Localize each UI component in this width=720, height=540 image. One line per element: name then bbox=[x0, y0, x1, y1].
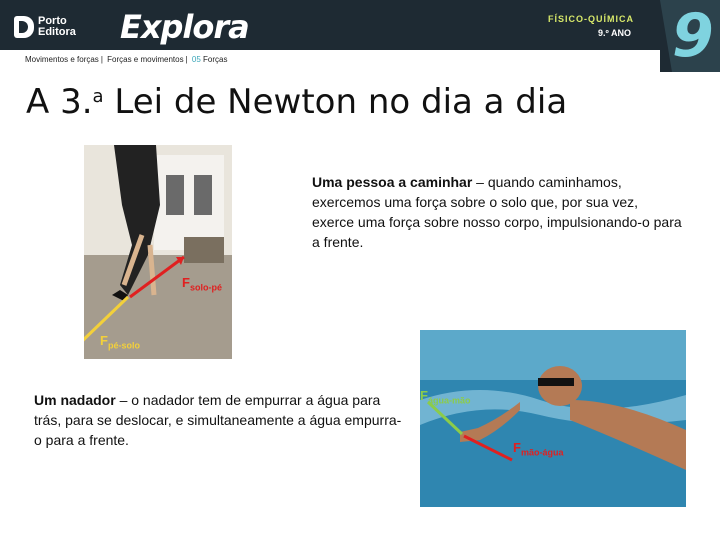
brand-title: Explora bbox=[120, 8, 249, 46]
force-solo-pe-label: $F_{solo-pé}$ bbox=[182, 275, 222, 293]
publisher-name bbox=[38, 16, 76, 38]
walk-lead: Uma pessoa a caminhar bbox=[312, 174, 473, 190]
grade-label: 9.º ANO bbox=[598, 28, 631, 38]
force-agua-mao-label: $F_{água-mão}$ bbox=[420, 388, 471, 406]
walking-photo bbox=[84, 145, 232, 359]
swim-lead: Um nadador bbox=[34, 392, 116, 408]
swim-description bbox=[34, 390, 404, 450]
force-pe-solo-label: $F_{pé-solo}$ bbox=[100, 333, 140, 351]
publisher-logo bbox=[14, 16, 76, 38]
header-divider bbox=[0, 50, 720, 53]
title-main: A 3. bbox=[26, 82, 93, 122]
page-title bbox=[26, 82, 567, 122]
title-superscript: a bbox=[92, 86, 104, 107]
breadcrumb: Movimentos e forças | Forças e movimentos | 05 Forças bbox=[25, 55, 228, 64]
title-rest: Lei de Newton no dia a dia bbox=[103, 82, 568, 122]
publisher-line2: Editora bbox=[38, 26, 76, 38]
breadcrumb-number: 05 bbox=[191, 55, 201, 64]
header-bar bbox=[0, 0, 720, 50]
force-mao-agua-label: $F_{mão-água}$ bbox=[513, 440, 564, 458]
grade-number: 9 bbox=[672, 1, 714, 71]
swim-body: – o nadador tem de empurrar a água para trás, para se deslocar, e simultaneamente a água empurra-o para a frente. bbox=[34, 392, 402, 448]
publisher-line1: Porto bbox=[38, 15, 67, 27]
walk-description bbox=[312, 172, 682, 252]
swimmer-photo bbox=[420, 330, 686, 507]
porto-editora-icon bbox=[14, 16, 34, 38]
breadcrumb-item-3[interactable]: Forças bbox=[203, 55, 228, 64]
swimmer-scene bbox=[420, 330, 686, 507]
subject-label: FÍSICO-QUÍMICA bbox=[548, 14, 634, 24]
breadcrumb-item-1[interactable]: Movimentos e forças bbox=[25, 55, 99, 64]
walking-scene bbox=[84, 145, 232, 359]
walk-body: – quando caminhamos, exercemos uma força sobre o solo que, por sua vez, exerce uma força sobre nosso corpo, impulsionando-o para a frente. bbox=[312, 174, 682, 250]
breadcrumb-item-2[interactable]: Forças e movimentos bbox=[107, 55, 184, 64]
